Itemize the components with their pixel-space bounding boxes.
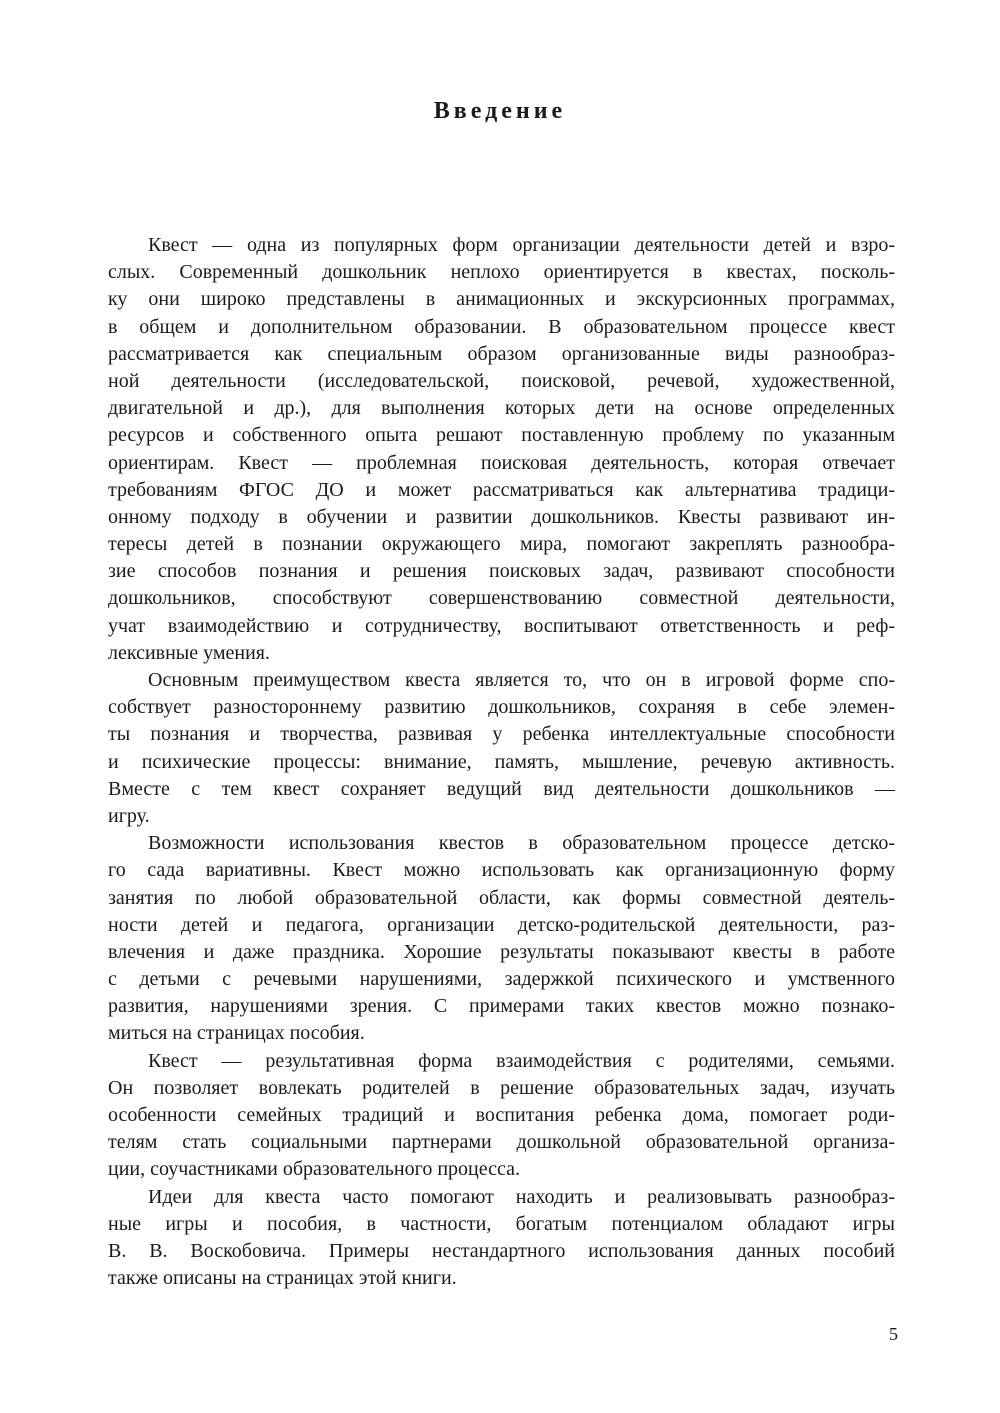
body-text (108, 232, 895, 1292)
page-title: Введение (433, 98, 567, 124)
text-line: ресурсов и собственного опыта решают поставленную проблему по указанным (108, 424, 895, 447)
text-line: ции, соучастниками образовательного процесса. (108, 1158, 520, 1181)
text-line: тересы детей в познании окружающего мира, помогают закреплять разнообра- (108, 533, 895, 556)
text-line: телям стать социальными партнерами дошкольной образовательной организа- (108, 1131, 895, 1154)
text-line: особенности семейных традиций и воспитания ребенка дома, помогает роди- (108, 1104, 895, 1126)
text-line: дошкольников, способствуют совершенствованию совместной деятельности, (108, 587, 895, 610)
text-line: двигательной и др.), для выполнения которых дети на основе определенных (108, 397, 895, 420)
text-line: требованиям ФГОС ДО и может рассматриваться как альтернатива традици- (108, 478, 895, 501)
text-line: го сада вариативны. Квест можно использовать как организационную форму (108, 859, 895, 882)
text-line: ные игры и пособия, в частности, богатым потенциалом обладают игры (108, 1212, 895, 1235)
paragraph (108, 830, 895, 1048)
text-line: зие способов познания и решения поисковых задач, развивают способности (108, 560, 895, 583)
text-line: В. В. Воскобовича. Примеры нестандартного использования данных пособий (108, 1239, 895, 1262)
text-line: ной деятельности (исследовательской, поисковой, речевой, художественной, (108, 369, 895, 392)
text-line: занятия по любой образовательной области, как формы совместной деятель- (108, 886, 895, 909)
text-line: учат взаимодействию и сотрудничеству, воспитывают ответственность и реф- (108, 614, 895, 637)
text-line: Возможности использования квестов в образовательном процессе детско- (148, 832, 895, 855)
text-line: и психические процессы: внимание, память, мышление, речевую активность. (108, 750, 895, 773)
text-line: лексивные умения. (108, 641, 270, 664)
text-line: рассматривается как специальным образом организованные виды разнообраз- (108, 342, 895, 365)
page-number: 5 (889, 1324, 898, 1344)
text-line: в общем и дополнительном образовании. В образовательном процессе квест (108, 315, 895, 338)
text-line: ности детей и педагога, организации детско-родительской деятельности, раз- (108, 913, 895, 936)
text-line: миться на страницах пособия. (108, 1022, 365, 1045)
text-line: Квест — результативная форма взаимодействия с родителями, семьями. (148, 1049, 895, 1072)
text-line: Идеи для квеста часто помогают находить и реализовывать разнообраз- (148, 1185, 895, 1208)
text-line: игру. (108, 804, 150, 827)
paragraph (108, 1048, 895, 1184)
text-line: собствует разностороннему развитию дошкольников, сохраняя в себе элемен- (108, 696, 895, 719)
text-line: с детьми с речевыми нарушениями, задержкой психического и умственного (108, 968, 895, 991)
paragraph (108, 667, 895, 830)
paragraph (108, 1184, 895, 1293)
text-line: развития, нарушениями зрения. С примерами таких квестов можно познако- (108, 995, 895, 1018)
text-line: ку они широко представлены в анимационных и экскурсионных программах, (108, 288, 895, 311)
text-line: также описаны на страницах этой книги. (108, 1267, 457, 1290)
text-line: Он позволяет вовлекать родителей в решение образовательных задач, изучать (108, 1076, 895, 1099)
text-line: влечения и даже праздника. Хорошие результаты показывают квесты в работе (108, 940, 895, 963)
text-line: Основным преимуществом квеста является то, что он в игровой форме спо- (148, 669, 895, 691)
text-line: Квест — одна из популярных форм организации деятельности детей и взро- (148, 234, 895, 256)
text-line: ориентирам. Квест — проблемная поисковая деятельность, которая отвечает (108, 451, 895, 474)
text-line: ты познания и творчества, развивая у ребенка интеллектуальные способности (108, 723, 895, 746)
paragraph (108, 232, 895, 667)
text-line: Вместе с тем квест сохраняет ведущий вид деятельности дошкольников — (108, 777, 895, 800)
text-line: слых. Современный дошкольник неплохо ориентируется в квестах, посколь- (108, 261, 895, 284)
text-line: онному подходу в обучении и развитии дошкольников. Квесты развивают ин- (108, 505, 895, 528)
